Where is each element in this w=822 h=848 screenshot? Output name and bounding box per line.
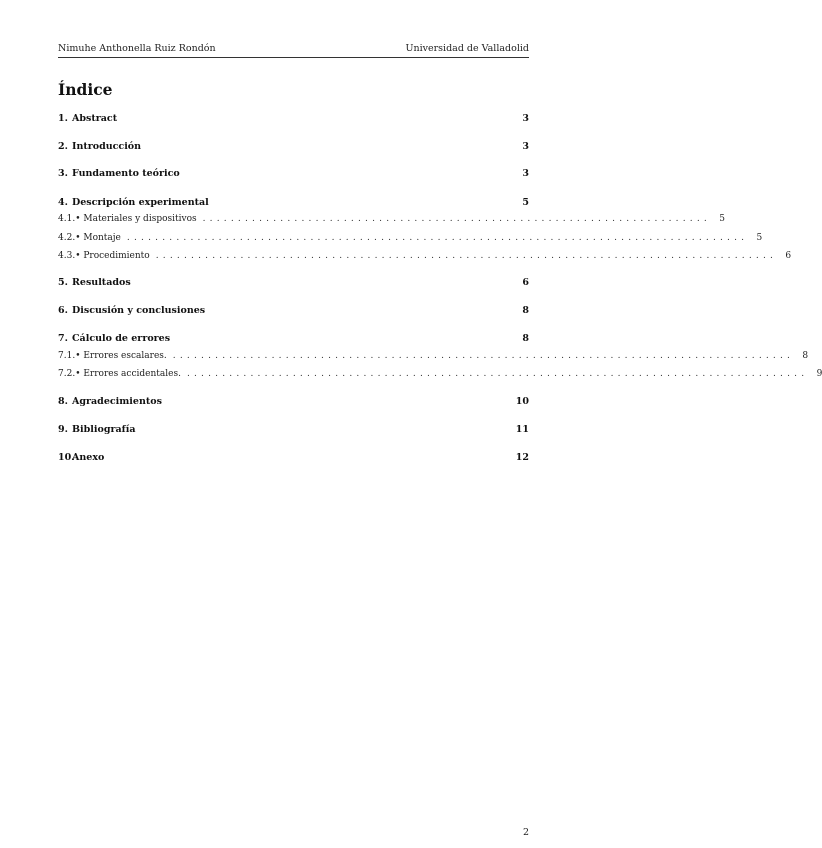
toc-entry-number: 8. (58, 396, 68, 407)
toc-entry-label: Bibliografía (72, 424, 136, 435)
toc-entry-number: 4. (58, 197, 68, 208)
toc-entry-label: Resultados (72, 277, 131, 288)
toc-entry-page: 6 (785, 251, 792, 261)
toc-entry-4-3[interactable] (58, 251, 792, 261)
toc-entry-7[interactable] (58, 333, 529, 344)
toc-entry-7-1[interactable] (58, 351, 809, 361)
toc-entry-page: 6 (522, 277, 529, 288)
toc-entry-page: 8 (522, 305, 529, 316)
toc-dot-leader: ........................................................................................ (155, 251, 778, 261)
toc-entry-number: 4.2. (58, 233, 76, 243)
toc-entry-label: Anexo (72, 452, 105, 463)
toc-entry-page: 8 (802, 351, 809, 361)
toc-entry-page: 12 (515, 452, 529, 463)
toc-entry-1[interactable] (58, 113, 529, 124)
toc-entry-page: 5 (719, 214, 725, 224)
toc-entry-4-2[interactable] (58, 233, 763, 243)
header-institution: Universidad de Valladolid (405, 43, 529, 54)
toc-entry-label: • Montaje (75, 233, 121, 243)
toc-entry-page: 5 (756, 233, 763, 243)
toc-entry-page: 10 (515, 396, 529, 407)
toc-entry-page: 3 (522, 168, 529, 179)
toc-entry-page: 9 (816, 369, 822, 379)
toc-entry-label: • Procedimiento (75, 251, 150, 261)
toc-entry-number: 6. (58, 305, 68, 316)
toc-entry-label: Discusión y conclusiones (72, 305, 206, 316)
toc-entry-number: 7. (58, 333, 68, 344)
toc-entry-number: 9. (58, 424, 68, 435)
toc-entry-3[interactable] (58, 168, 529, 179)
toc-entry-4[interactable] (58, 197, 529, 208)
toc-dot-leader: ........................................................................................ (172, 351, 795, 361)
toc-entry-number: 7.1. (58, 351, 76, 361)
toc-entry-page: 11 (515, 424, 529, 435)
toc-entry-label: Agradecimientos (72, 396, 162, 407)
toc-entry-8[interactable] (58, 396, 529, 407)
header-author: Nimuhe Anthonella Ruiz Rondón (58, 43, 216, 54)
toc-entry-number: 4.1. (58, 214, 76, 224)
toc-dot-leader: ........................................................................................ (186, 369, 809, 379)
toc-entry-number: 7.2. (58, 369, 76, 379)
toc-entry-label: Cálculo de errores (72, 333, 171, 344)
toc-entry-number: 5. (58, 277, 68, 288)
page-number: 2 (522, 827, 529, 838)
toc-entry-7-2[interactable] (58, 369, 822, 379)
toc-entry-10[interactable] (58, 452, 529, 463)
toc-entry-page: 8 (522, 333, 529, 344)
toc-entry-number: 10. (58, 452, 75, 463)
toc-dot-leader: ........................................................................................ (126, 233, 749, 243)
toc-entry-page: 3 (522, 113, 529, 124)
toc-entry-number: 2. (58, 141, 68, 152)
toc-entry-label: Abstract (72, 113, 118, 124)
toc-entry-number: 1. (58, 113, 68, 124)
toc-dot-leader: ........................................................................ (202, 214, 711, 224)
toc-entry-number: 4.3. (58, 251, 76, 261)
toc-entry-number: 3. (58, 168, 68, 179)
toc-entry-2[interactable] (58, 141, 529, 152)
toc-entry-4-1[interactable] (58, 214, 725, 224)
toc-entry-page: 5 (522, 197, 529, 208)
toc-entry-label: • Errores accidentales. (75, 369, 181, 379)
running-header (58, 43, 529, 58)
toc-entry-6[interactable] (58, 305, 529, 316)
toc-entry-label: • Errores escalares. (75, 351, 167, 361)
toc-entry-label: Fundamento teórico (72, 168, 180, 179)
toc-entry-label: • Materiales y dispositivos (75, 214, 197, 224)
toc-entry-label: Introducción (72, 141, 142, 152)
toc-entry-label: Descripción experimental (72, 197, 209, 208)
toc-entry-9[interactable] (58, 424, 529, 435)
toc-entry-page: 3 (522, 141, 529, 152)
toc-entry-5[interactable] (58, 277, 529, 288)
toc-title: Índice (58, 80, 113, 99)
